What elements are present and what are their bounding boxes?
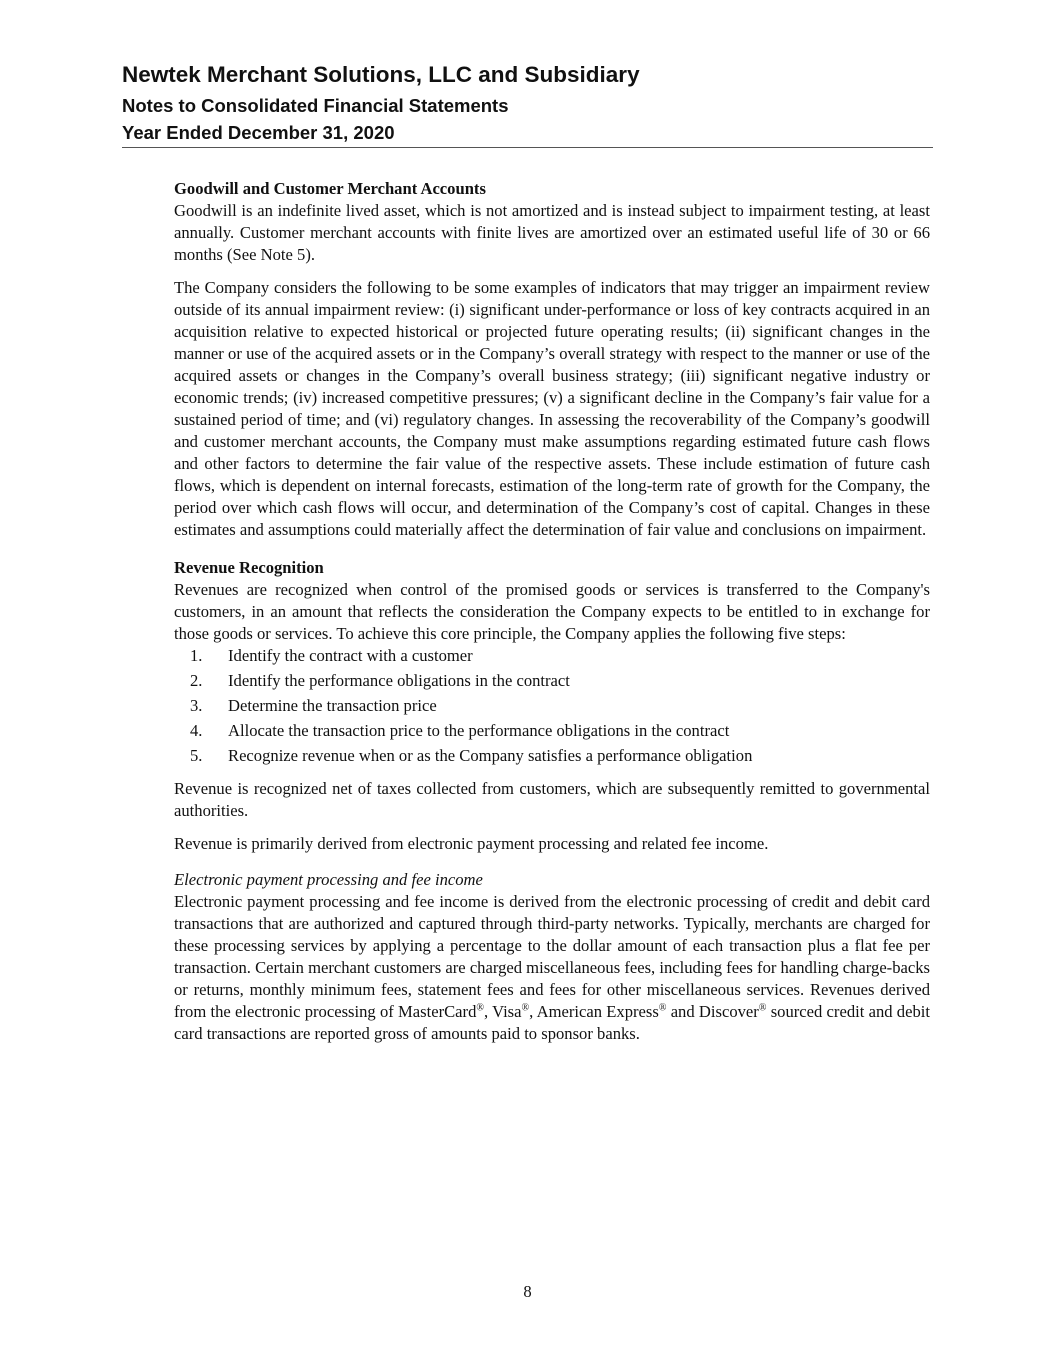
list-text: Identify the contract with a customer [228, 646, 473, 665]
paragraph: Goodwill is an indefinite lived asset, which is not amortized and is instead subject to impairment testing, at least annually. Customer merchant accounts with finite lives are amortized over an estimated useful life of 30 or 66 months (See Note 5). [174, 201, 930, 264]
paragraph [174, 891, 930, 1045]
paragraph: Revenues are recognized when control of the promised goods or services is transferred to the Company's customers, in an amount that reflects the consideration the Company expects to be entitled to in exchange for those goods or services. To achieve this core principle, the Company applies the following five steps: [174, 580, 930, 643]
text: Electronic payment processing and fee income is derived from the electronic processing of credit and debit card transactions that are authorized and captured through third-party networks. Typically, merchants are charged for these processing services by applying a percentage to the dollar amount of each transaction plus a flat fee per transaction. Certain merchant customers are charged miscellaneous fees, including fees for handling charge-backs or returns, monthly minimum fees, statement fees and fees for other miscellaneous services. Revenues derived from the electronic processing of MasterCard [174, 892, 930, 1021]
paragraph: Revenue is recognized net of taxes collected from customers, which are subsequently remitted to governmental authorities. [174, 779, 930, 820]
steps-list [174, 645, 930, 770]
registered-mark: ® [758, 1002, 767, 1014]
period-title: Year Ended December 31, 2020 [122, 122, 395, 143]
text: , American Express [529, 1002, 659, 1021]
list-item [174, 745, 930, 770]
registered-mark: ® [521, 1002, 530, 1014]
text: and Discover [666, 1002, 759, 1021]
header-divider [122, 147, 933, 148]
list-number: 2. [190, 671, 203, 690]
section-heading-goodwill: Goodwill and Customer Merchant Accounts [174, 179, 486, 198]
list-text: Identify the performance obligations in the contract [228, 671, 570, 690]
document-subtitle: Notes to Consolidated Financial Statements [122, 95, 509, 116]
list-item [174, 720, 930, 745]
list-item [174, 695, 930, 720]
list-item [174, 670, 930, 695]
text: , Visa [483, 1002, 522, 1021]
registered-mark: ® [658, 1002, 667, 1014]
section-heading-revenue: Revenue Recognition [174, 558, 324, 577]
list-number: 5. [190, 746, 203, 765]
document-body [174, 178, 930, 1056]
subsection-heading-electronic: Electronic payment processing and fee income [174, 870, 483, 889]
paragraph: The Company considers the following to be some examples of indicators that may trigger an impairment review outside of its annual impairment review: (i) significant under-performance or loss of key contracts acquired in an acquisition relative to expected historical or projected future operating results; (ii) significant changes in the manner or use of the acquired assets or in the Company’s overall strategy with respect to the manner or use of the acquired assets or changes in the Company’s overall business strategy; (iii) significant negative industry or economic trends; (iv) increased competitive pressures; (v) a significant decline in the Company’s fair value for a sustained period of time; and (vi) regulatory changes. In assessing the recoverability of the Company’s goodwill and customer merchant accounts, the Company must make assumptions regarding estimated future cash flows and other factors to determine the fair value of the respective assets. These include estimation of future cash flows, which is dependent on internal forecasts, estimation of the long-term rate of growth for the Company, the period over which cash flows will occur, and determination of the Company’s cost of capital. Changes in these estimates and assumptions could materially affect the determination of fair value and conclusions on impairment. [174, 278, 930, 539]
list-number: 4. [190, 721, 203, 740]
list-text: Determine the transaction price [228, 696, 437, 715]
company-title: Newtek Merchant Solutions, LLC and Subsidiary [122, 62, 640, 87]
list-text: Recognize revenue when or as the Company satisfies a performance obligation [228, 746, 753, 765]
list-number: 3. [190, 696, 203, 715]
registered-mark: ® [476, 1002, 484, 1014]
page-number: 8 [523, 1282, 532, 1301]
list-text: Allocate the transaction price to the performance obligations in the contract [228, 721, 730, 740]
list-item [174, 645, 930, 670]
paragraph: Revenue is primarily derived from electronic payment processing and related fee income. [174, 834, 769, 853]
list-number: 1. [190, 646, 203, 665]
text: sourced credit and debit card transactions are reported gross of amounts paid to sponsor banks. [174, 1002, 930, 1043]
